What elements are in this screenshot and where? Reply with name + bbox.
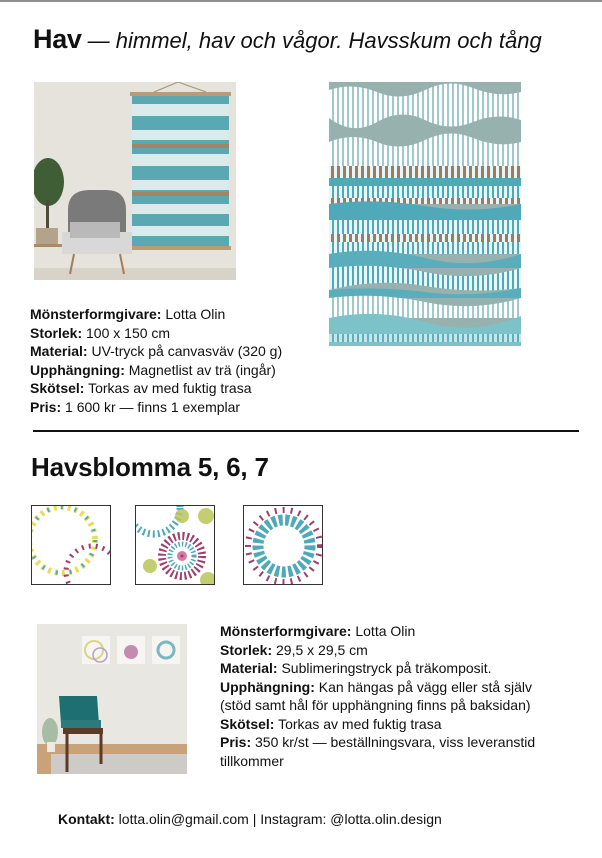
spec-price: Pris: 350 kr/st — beställningsvara, viss leveranstid tillkommer	[220, 734, 536, 769]
contact-line	[58, 811, 442, 827]
spec-material: Material: UV-tryck på canvasväv (320 g)	[30, 343, 283, 359]
section-divider	[33, 430, 579, 432]
section-title-havsblomma: Havsblomma 5, 6, 7	[31, 452, 269, 482]
specs-havsblomma	[220, 622, 540, 770]
spec-size: Storlek: 29,5 x 29,5 cm	[220, 641, 368, 658]
tile-havsblomma-7	[243, 505, 323, 585]
spec-designer: Mönsterformgivare: Lotta Olin	[220, 623, 416, 639]
specs-hav	[30, 305, 282, 416]
spec-hanging: Upphängning: Kan hängas på vägg eller stå själv (stöd samt hål för upphängning finns på baksidan)	[220, 678, 533, 713]
pattern-image-hav	[329, 82, 521, 346]
top-border	[0, 0, 602, 2]
room-photo-hav	[34, 82, 236, 280]
spec-designer: Mönsterformgivare: Lotta Olin	[30, 306, 226, 322]
page-subtitle: — himmel, hav och vågor. Havsskum och tång	[87, 28, 542, 53]
spec-hanging: Upphängning: Magnetlist av trä (ingår)	[30, 361, 276, 378]
spec-material: Material: Sublimeringstryck på träkomposit.	[220, 660, 492, 676]
spec-care: Skötsel: Torkas av med fuktig trasa	[220, 715, 442, 732]
spec-care: Skötsel: Torkas av med fuktig trasa	[30, 380, 252, 396]
room-photo-havsblomma	[37, 624, 187, 774]
contact-value[interactable]: lotta.olin@gmail.com | Instagram: @lotta.olin.design	[118, 811, 442, 827]
contact-label: Kontakt:	[58, 811, 115, 827]
tile-havsblomma-6	[135, 505, 215, 585]
spec-size: Storlek: 100 x 150 cm	[30, 324, 171, 341]
spec-price: Pris: 1 600 kr — finns 1 exemplar	[30, 398, 241, 415]
section-title-hav	[33, 24, 542, 55]
page-title: Hav	[33, 24, 82, 54]
tile-havsblomma-5	[31, 505, 111, 585]
